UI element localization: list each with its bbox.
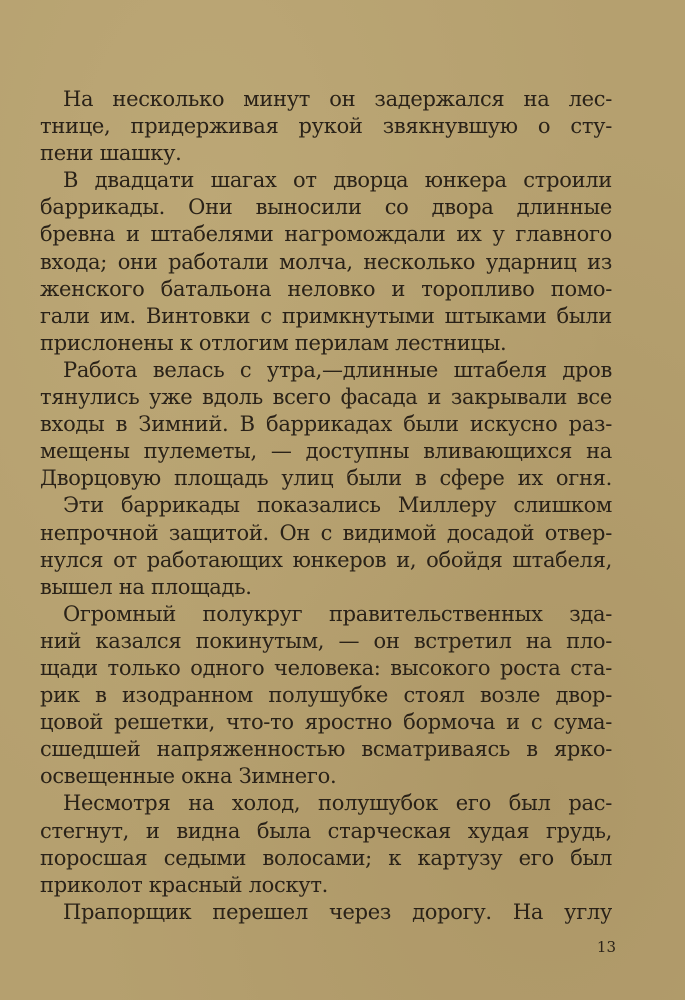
text-line: гали им. Винтовки с примкнутыми штыками были [40, 303, 612, 328]
paragraph-5 [40, 601, 612, 791]
text-line: ний казался покинутым, — он встретил на пло- [40, 628, 612, 653]
paragraph-4 [40, 492, 612, 600]
text-line: бревна и штабелями нагромождали их у главного [40, 222, 612, 247]
text-line: тянулись уже вдоль всего фасада и закрывали все [40, 385, 612, 410]
page-number: 13 [596, 938, 616, 956]
text-line: Дворцовую площадь улиц были в сфере их огня. [40, 466, 612, 491]
text-line: стегнут, и видна была старческая худая грудь, [40, 818, 612, 843]
text-line: В двадцати шагах от дворца юнкера строили [63, 168, 612, 193]
text-line: женского батальона неловко и торопливо помо- [40, 276, 612, 301]
text-line: непрочной защитой. Он с видимой досадой отвер- [40, 520, 612, 545]
text-line: тнице, придерживая рукой звякнувшую о сту- [40, 114, 612, 139]
text-line: пени шашку. [40, 141, 182, 166]
text-line: рик в изодранном полушубке стоял возле двор- [40, 683, 612, 708]
paragraph-2 [40, 167, 612, 357]
text-line: сшедшей напряженностью всматриваясь в ярко- [40, 737, 612, 762]
text-line: мещены пулеметы, — доступны вливающихся на [40, 439, 612, 464]
text-line: входа; они работали молча, несколько ударниц из [40, 249, 612, 274]
text-line: Огромный полукруг правительственных зда- [63, 601, 612, 626]
paragraph-7 [40, 899, 612, 926]
text-line: Работа велась с утра,—длинные штабеля дров [63, 357, 612, 382]
body-text [40, 86, 612, 926]
text-line: поросшая седыми волосами; к картузу его был [40, 845, 612, 870]
text-line: Прапорщик перешел через дорогу. На углу [63, 899, 612, 924]
text-line: освещенные окна Зимнего. [40, 764, 337, 789]
text-line: Несмотря на холод, полушубок его был рас- [63, 791, 612, 816]
text-line: цовой решетки, что-то яростно бормоча и с сума- [40, 710, 612, 735]
text-line: щади только одного человека: высокого роста ста- [40, 655, 612, 680]
text-line: приколот красный лоскут. [40, 872, 329, 897]
text-line: прислонены к отлогим перилам лестницы. [40, 330, 507, 355]
text-line: баррикады. Они выносили со двора длинные [40, 195, 612, 220]
text-line: входы в Зимний. В баррикадах были искусно раз- [40, 412, 612, 437]
text-line: На несколько минут он задержался на лес- [63, 87, 612, 111]
text-line: Эти баррикады показались Миллеру слишком [63, 493, 612, 518]
text-line: нулся от работающих юнкеров и, обойдя штабеля, [40, 547, 612, 572]
paragraph-3 [40, 357, 612, 492]
paragraph-1 [40, 86, 612, 167]
text-line: вышел на площадь. [40, 574, 252, 599]
paragraph-6 [40, 790, 612, 898]
